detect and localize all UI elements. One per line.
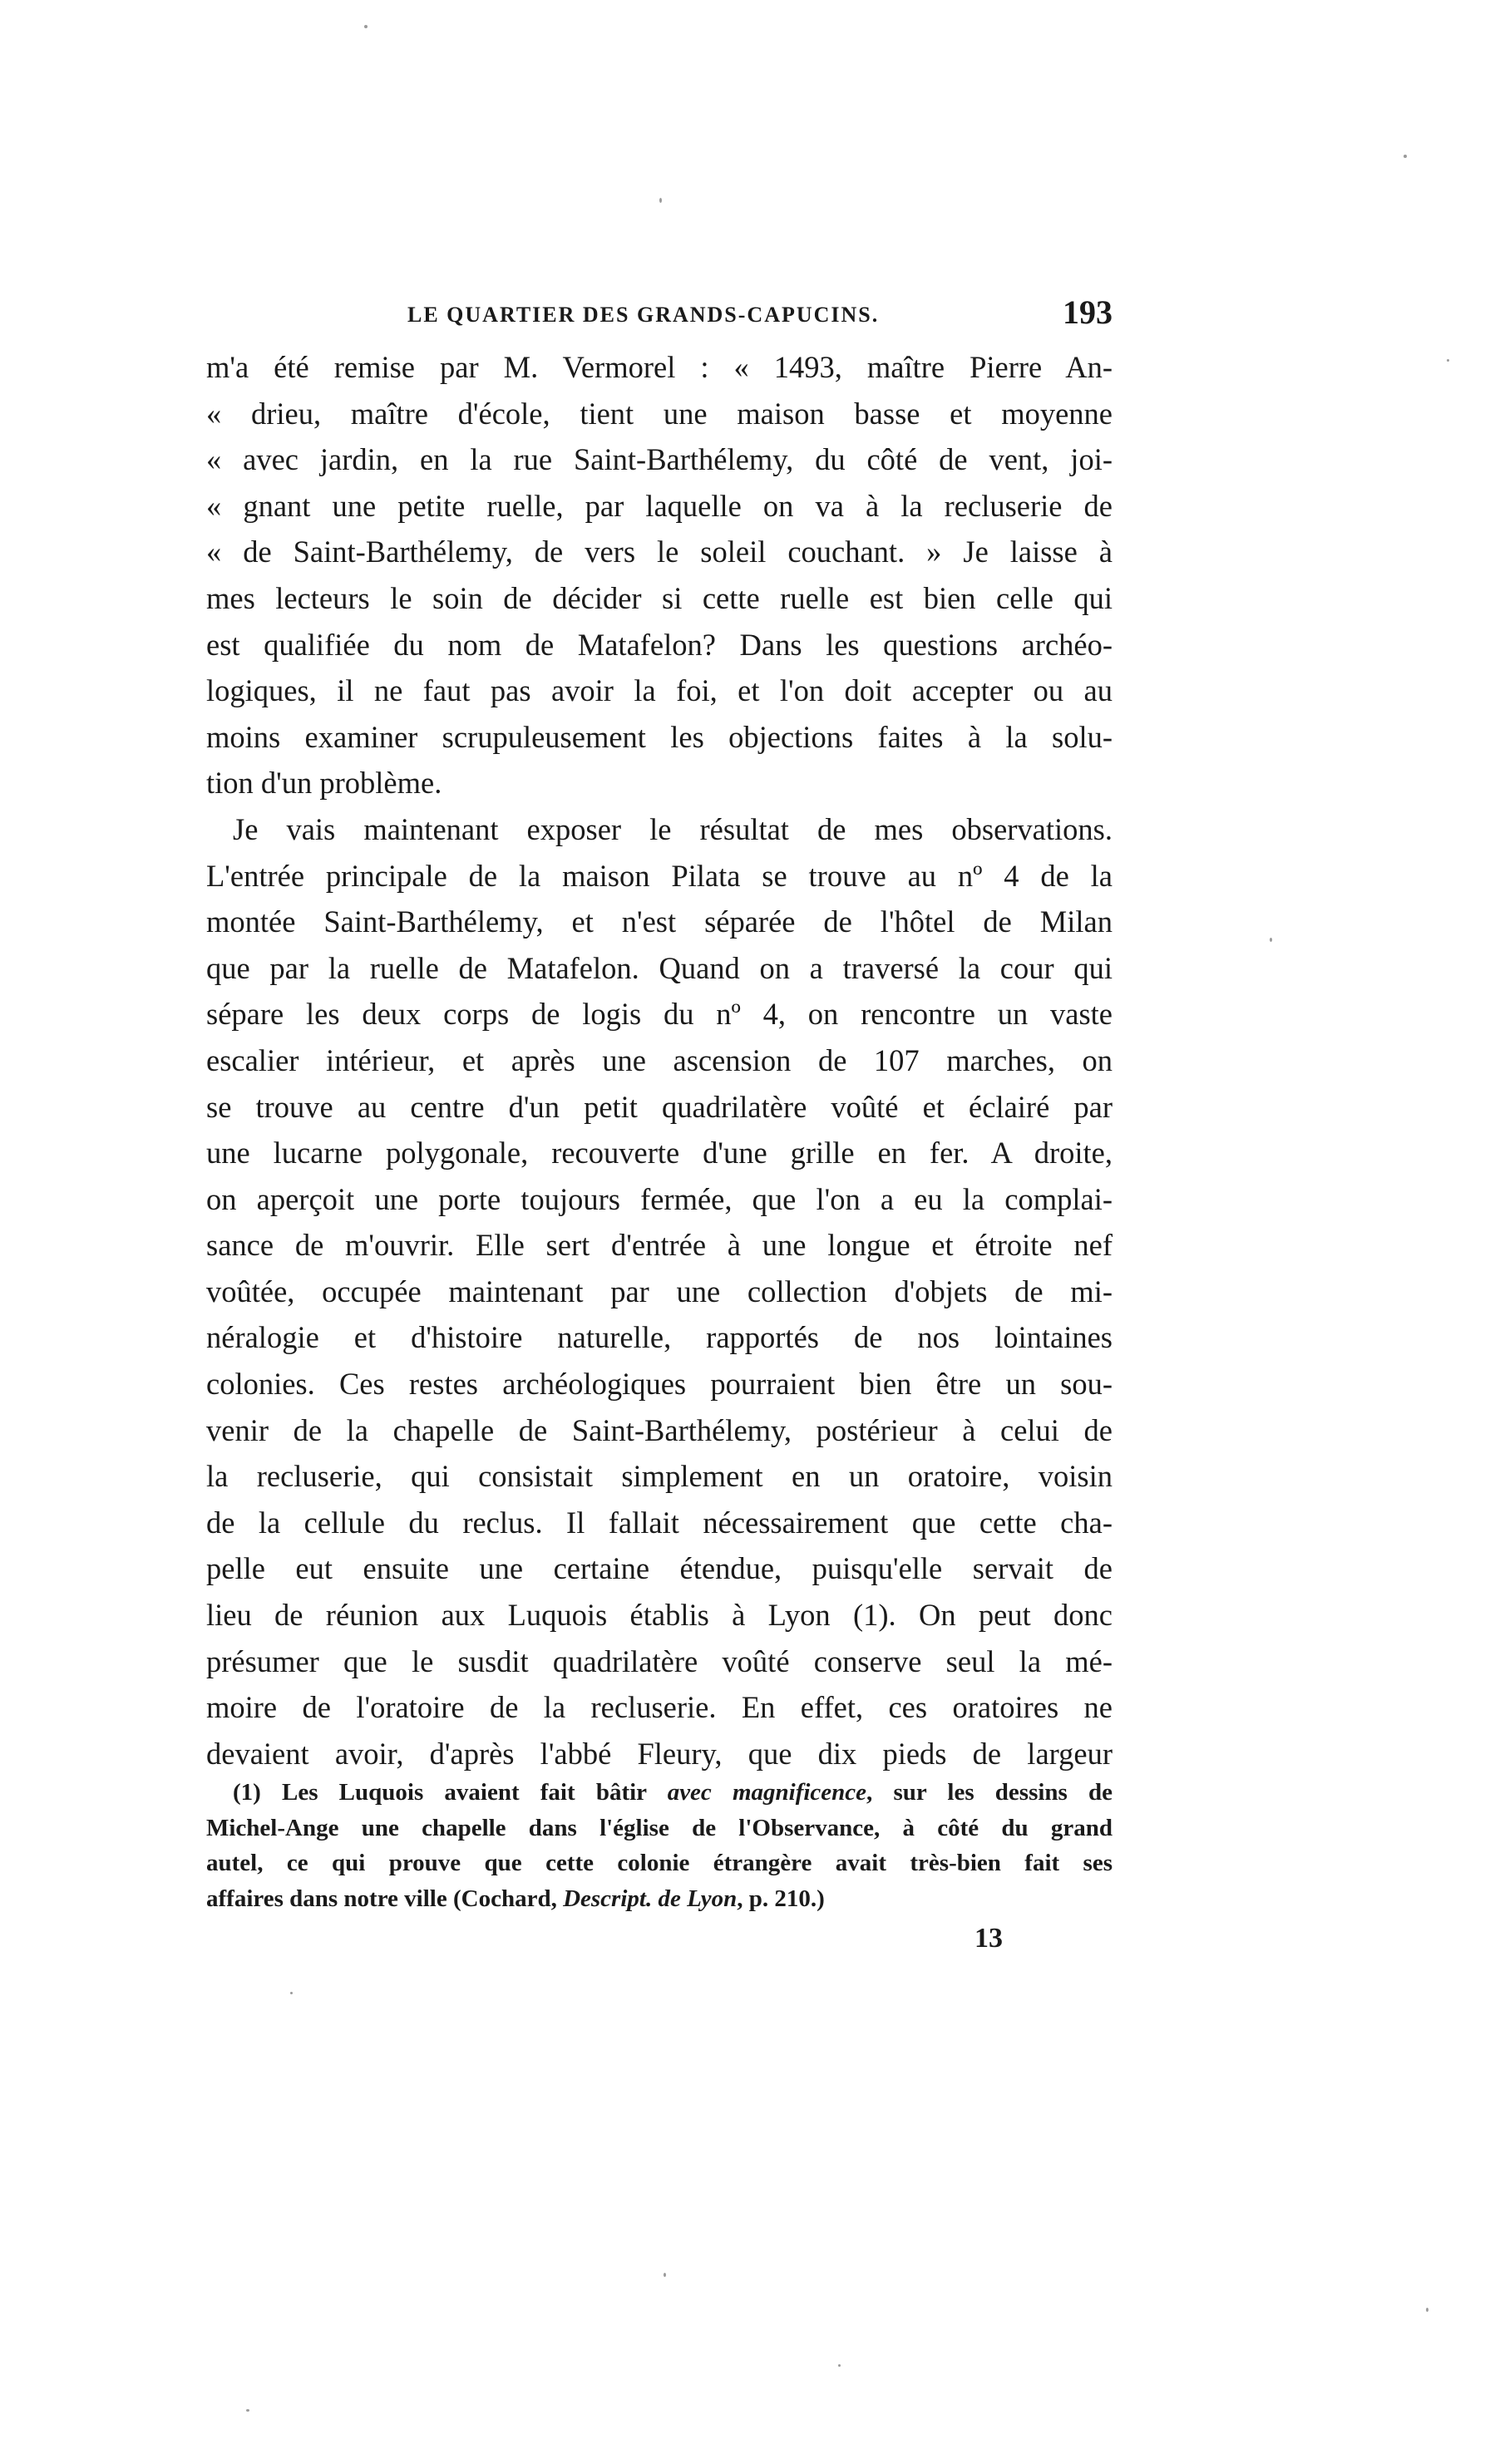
running-head [206, 293, 1113, 334]
text-line: lieu de réunion aux Luquois établis à Lyon (1). On peut donc [206, 1598, 1113, 1633]
text-line: Je vais maintenant exposer le résultat de mes observations. [233, 811, 1113, 846]
text-line: on aperçoit une porte toujours fermée, que l'on a eu la complai- [206, 1181, 1113, 1216]
text-line: L'entrée principale de la maison Pilata se trouve au nº 4 de la [206, 858, 1113, 893]
text-line: tion d'un problème. [206, 766, 442, 801]
text-line: sance de m'ouvrir. Elle sert d'entrée à une longue et étroite nef [206, 1228, 1113, 1263]
scan-speck [1404, 155, 1407, 158]
text-line: de la cellule du reclus. Il fallait nécessairement que cette cha- [206, 1505, 1113, 1540]
scan-speck [664, 2273, 666, 2277]
scan-speck [246, 2409, 249, 2412]
text-line: « de Saint-Barthélemy, de vers le soleil couchant. » Je laisse à [206, 535, 1113, 569]
text-line: moins examiner scrupuleusement les objections faites à la solu- [206, 719, 1113, 754]
body-text [206, 344, 1113, 1777]
footnote-text: , sur les dessins de [866, 1779, 1113, 1806]
text-line: une lucarne polygonale, recouverte d'une grille en fer. A droite, [206, 1136, 1113, 1170]
scan-speck [1447, 359, 1449, 362]
scan-speck [1426, 2308, 1428, 2312]
footnote-line: Michel-Ange une chapelle dans l'église de l'Observance, à côté du grand [206, 1814, 1113, 1841]
text-line: « avec jardin, en la rue Saint-Barthélemy, du côté de vent, joi- [206, 442, 1113, 477]
footnote-text: (1) Les Luquois avaient fait bâtir [233, 1779, 668, 1806]
text-line: « gnant une petite ruelle, par laquelle on va à la recluserie de [206, 488, 1113, 523]
text-line: présumer que le susdit quadrilatère voûté conserve seul la mé- [206, 1643, 1113, 1678]
text-line: que par la ruelle de Matafelon. Quand on a traversé la cour qui [206, 950, 1113, 985]
text-line: néralogie et d'histoire naturelle, rapportés de nos lointaines [206, 1320, 1113, 1355]
text-line: montée Saint-Barthélemy, et n'est séparée de l'hôtel de Milan [206, 904, 1113, 939]
footnote-text: , p. 210.) [737, 1885, 825, 1912]
scan-speck [290, 1992, 293, 1994]
scan-speck [364, 25, 368, 28]
signature-mark: 13 [974, 1923, 1003, 1954]
text-line: devaient avoir, d'après l'abbé Fleury, que dix pieds de largeur [206, 1736, 1113, 1771]
footnote-line: autel, ce qui prouve que cette colonie étrangère avait très-bien fait ses [206, 1850, 1113, 1876]
text-line: la recluserie, qui consistait simplement en un oratoire, voisin [206, 1459, 1113, 1494]
footnote-text: affaires dans notre ville (Cochard, [206, 1885, 564, 1912]
text-line: « drieu, maître d'école, tient une maison basse et moyenne [206, 396, 1113, 431]
text-line: escalier intérieur, et après une ascension de 107 marches, on [206, 1042, 1113, 1077]
scan-speck [838, 2364, 841, 2367]
text-line: logiques, il ne faut pas avoir la foi, et l'on doit accepter ou au [206, 673, 1113, 708]
text-line: est qualifiée du nom de Matafelon? Dans les questions archéo- [206, 627, 1113, 662]
running-title: LE QUARTIER DES GRANDS-CAPUCINS. [407, 303, 880, 327]
footnote-line [206, 1775, 1113, 1811]
text-line: se trouve au centre d'un petit quadrilatère voûté et éclairé par [206, 1089, 1113, 1124]
text-line: venir de la chapelle de Saint-Barthélemy, postérieur à celui de [206, 1412, 1113, 1447]
text-line: m'a été remise par M. Vermorel : « 1493, maître Pierre An- [206, 350, 1113, 384]
text-line: voûtée, occupée maintenant par une collection d'objets de mi- [206, 1274, 1113, 1308]
footnote-emphasis: Descript. de Lyon [563, 1885, 738, 1912]
text-line: mes lecteurs le soin de décider si cette ruelle est bien celle qui [206, 580, 1113, 615]
scan-speck [659, 198, 662, 203]
footnote [206, 1775, 1113, 1916]
text-line: moire de l'oratoire de la recluserie. En effet, ces oratoires ne [206, 1690, 1113, 1725]
text-line: pelle eut ensuite une certaine étendue, puisqu'elle servait de [206, 1551, 1113, 1586]
text-line: colonies. Ces restes archéologiques pourraient bien être un sou- [206, 1367, 1113, 1402]
footnote-emphasis: avec magnificence [667, 1779, 867, 1806]
page-number: 193 [1063, 293, 1113, 331]
scan-speck [1270, 938, 1272, 942]
text-line: sépare les deux corps de logis du nº 4, on rencontre un vaste [206, 997, 1113, 1032]
footnote-line [206, 1881, 1113, 1917]
